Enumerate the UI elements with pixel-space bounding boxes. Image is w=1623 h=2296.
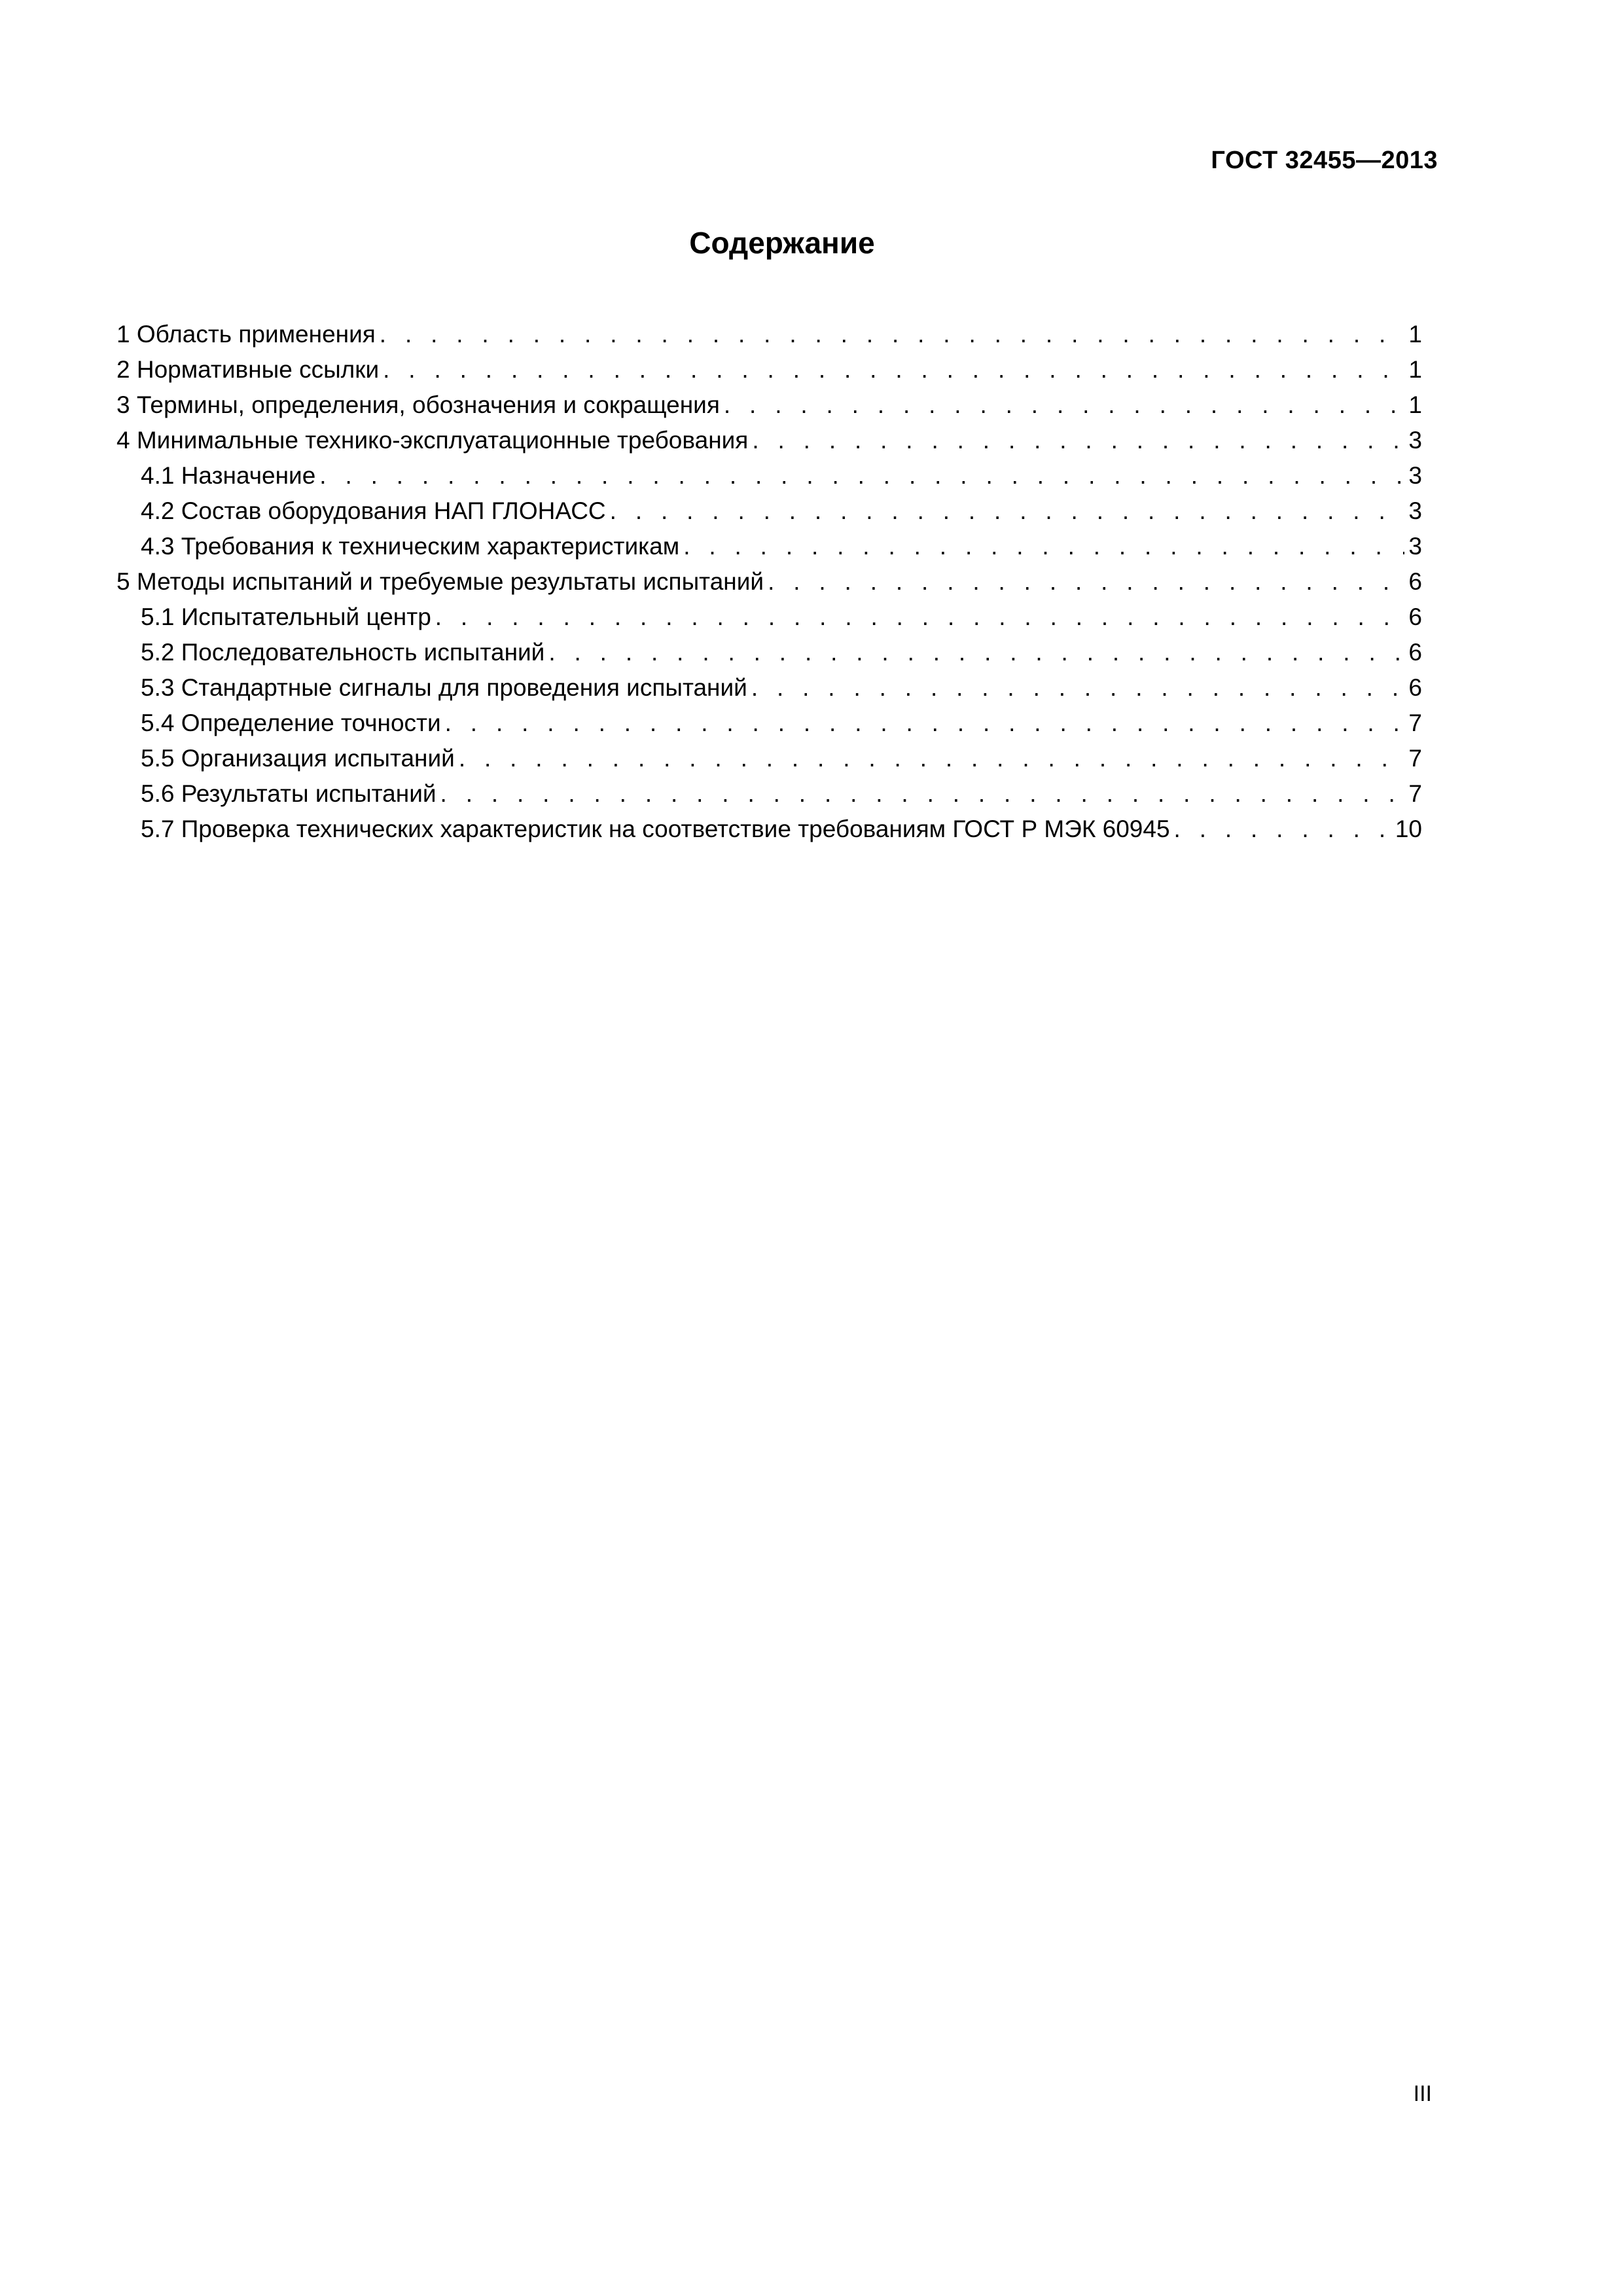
toc-entry[interactable] — [116, 493, 1422, 529]
toc-entry-label: 5.7 Проверка технических характеристик на соответствие требованиям ГОСТ Р МЭК 60945 — [141, 816, 1170, 842]
toc-dot-leader — [1174, 812, 1391, 847]
toc-entry-page: 3 — [1408, 427, 1422, 454]
toc-entry-label: 5.4 Определение точности — [141, 709, 441, 736]
toc-dot-leader — [319, 458, 1404, 493]
toc-entry[interactable] — [116, 706, 1422, 741]
toc-entry-label: 2 Нормативные ссылки — [116, 356, 380, 383]
toc-entry[interactable] — [116, 458, 1422, 493]
toc-dot-leader — [383, 352, 1404, 387]
toc-entry-label: 5.3 Стандартные сигналы для проведения испытаний — [141, 674, 747, 701]
toc-entry-label: 5.6 Результаты испытаний — [141, 780, 437, 807]
toc-entry-page: 3 — [1408, 497, 1422, 524]
toc-title: Содержание — [689, 226, 875, 260]
toc-entry[interactable] — [116, 812, 1422, 847]
toc-dot-leader — [610, 493, 1405, 529]
toc-entry-label: 3 Термины, определения, обозначения и сокращения — [116, 391, 720, 418]
toc-dot-leader — [752, 423, 1404, 458]
toc-entry-page: 3 — [1408, 533, 1422, 560]
toc-entry-page: 1 — [1408, 321, 1422, 348]
toc-entry[interactable] — [116, 741, 1422, 776]
toc-entry[interactable] — [116, 635, 1422, 670]
toc-entry-label: 4.2 Состав оборудования НАП ГЛОНАСС — [141, 497, 606, 524]
toc-dot-leader — [380, 317, 1405, 352]
toc-entry-label: 5 Методы испытаний и требуемые результаты испытаний — [116, 568, 764, 595]
toc-dot-leader — [435, 600, 1405, 635]
toc-entry[interactable] — [116, 529, 1422, 564]
toc-entry[interactable] — [116, 564, 1422, 600]
toc-dot-leader — [768, 564, 1404, 600]
toc-entry-page: 3 — [1408, 462, 1422, 489]
toc-entry-label: 5.5 Организация испытаний — [141, 745, 455, 772]
toc-entry-label: 4 Минимальные технико-эксплуатационные требования — [116, 427, 749, 454]
toc-entry-label: 5.2 Последовательность испытаний — [141, 639, 545, 666]
toc-dot-leader — [548, 635, 1404, 670]
toc-entry-label: 5.1 Испытательный центр — [141, 603, 431, 630]
toc-entry-page: 6 — [1408, 603, 1422, 630]
toc-entry-label: 4.3 Требования к техническим характеристикам — [141, 533, 680, 560]
toc-entry[interactable] — [116, 670, 1422, 706]
toc-entry-page: 7 — [1408, 709, 1422, 736]
toc-dot-leader — [724, 387, 1405, 423]
table-of-contents — [116, 317, 1422, 847]
toc-dot-leader — [751, 670, 1405, 706]
toc-entry-page: 7 — [1408, 780, 1422, 807]
toc-entry[interactable] — [116, 387, 1422, 423]
toc-dot-leader — [445, 706, 1405, 741]
toc-entry-page: 1 — [1408, 356, 1422, 383]
toc-entry-page: 6 — [1408, 674, 1422, 701]
toc-entry[interactable] — [116, 423, 1422, 458]
toc-dot-leader — [440, 776, 1405, 812]
page-number: III — [1413, 2081, 1432, 2106]
toc-entry[interactable] — [116, 317, 1422, 352]
toc-dot-leader — [459, 741, 1405, 776]
toc-entry[interactable] — [116, 600, 1422, 635]
toc-entry[interactable] — [116, 776, 1422, 812]
toc-entry-page: 6 — [1408, 568, 1422, 595]
toc-dot-leader — [683, 529, 1404, 564]
toc-entry-label: 1 Область применения — [116, 321, 376, 348]
toc-entry-page: 10 — [1395, 816, 1422, 842]
document-id: ГОСТ 32455—2013 — [1211, 147, 1438, 174]
toc-entry-page: 6 — [1408, 639, 1422, 666]
toc-entry-page: 7 — [1408, 745, 1422, 772]
toc-entry-label: 4.1 Назначение — [141, 462, 316, 489]
toc-entry-page: 1 — [1408, 391, 1422, 418]
toc-entry[interactable] — [116, 352, 1422, 387]
